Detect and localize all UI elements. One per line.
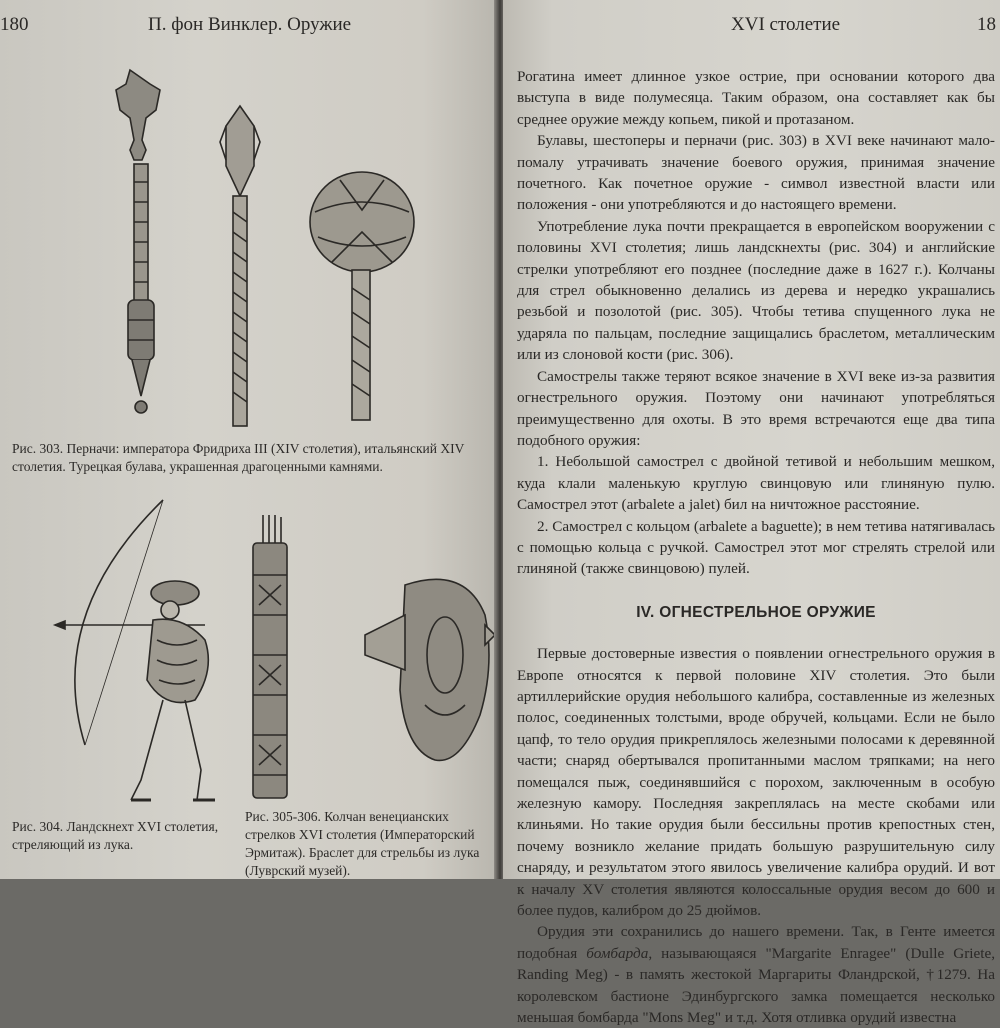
fig306-illustration xyxy=(365,565,495,765)
figure-303-caption: Рис. 303. Перначи: императора Фридриха III (XIV столетия), итальянский XIV столетия. Турецкая булава, украшенная драгоценными камнями. xyxy=(12,441,465,474)
paragraph-last xyxy=(517,921,995,1028)
paragraph: Употребление лука почти прекращается в европейском вооружении с половины XVI столетия; лишь ландскнехты (рис. 304) и английские стрелки употребляют его позднее (последние даже в 1627 г.). Колчаны для стрел обыкновенно делались из дерева и нередко украшались резьбой и позолотой (рис. 305). Чтобы тетива спущенного лука не ударяла по пальцам, последние защищались браслетом, металлическим или из слоновой кости (рис. 306). xyxy=(517,217,995,364)
paragraph: 2. Самострел с кольцом (arbalete a baguette); в нем тетива натягивалась с помощью кольца с ручкой. Самострел этот мог стрелять стрелой или глиняной (также свинцовою) пулей. xyxy=(517,517,995,578)
running-head-right: XVI столетие xyxy=(731,14,841,35)
paragraph: Первые достоверные известия о появлении огнестрельного оружия в Европе относятся к первой половине XIV столетия. Это были артиллерийские орудия небольшого калибра, составленные из железных полос, соединенных толстыми, вроде обручей, кольцами. Если не было цапф, то тело орудия прикреплялось железными полосами к деревянной части; снаряд обертывался пропитанными маслом тряпками; на него помещался пыж, соединявшийся с порохом, заключенным в особую железную камору. Последняя закреплялась на месте скобами или клиньями. Но такие орудия были бессильны против крепостных стен, почему возникло желание придать большую разрушительную силу снаряду, и результатом этого явилось увеличение калибра орудий. И вот к началу XV столетия являются колоссальные орудия весом до 600 и более пудов, калибром до 25 дюймов. xyxy=(517,645,995,920)
fig303-illustration xyxy=(100,62,440,432)
running-head-left: П. фон Винклер. Оружие xyxy=(148,14,352,35)
text-run: Орудия эти сохранились до нашего времени. Так, в Генте имеется подобная xyxy=(517,923,995,962)
paragraph: 1. Небольшой самострел с двойной тетивой и небольшим мешком, куда клали маленькую круглую свинцовую или глиняную пулю. Самострел этот (arbalete a jalet) бил на ничтожное расстояние. xyxy=(517,453,995,514)
left-page xyxy=(0,0,497,879)
paragraph: Рогатина имеет длинное узкое острие, при основании которого два выступа в виде полумесяца. Таким образом, она составляет как бы среднее оружие между копьем, пикой и протазаном. xyxy=(517,68,995,128)
figure-304-caption: Рис. 304. Ландскнехт XVI столетия, стреляющий из лука. xyxy=(12,819,219,852)
main-text xyxy=(517,66,995,1028)
text-run: , называющаяся "Margarite Enragee" (Dulle Griete, Randing Meg) - в память жестокой Маргариты Фландрской, †1279. На королевском бастионе Эдинбургского замка помещается несколько меньшая бомбарда "Mons Meg" и т.д. Хотя отливка орудий известна xyxy=(517,944,995,1027)
figure-305-306-caption: Рис. 305-306. Колчан венецианских стрелков XVI столетия (Императорский Эрмитаж). Браслет для стрельбы из лука (Луврский музей). xyxy=(245,809,480,878)
paragraph: Булавы, шестоперы и перначи (рис. 303) в XVI веке начинают мало-помалу утрачивать значение боевого оружия, принимая значение почетного. Как почетное оружие - символ известной власти или положения - они употребляются и до настоящего времени. xyxy=(517,132,995,214)
fig305-illustration xyxy=(245,515,295,805)
paragraph: Самострелы также теряют всякое значение в XVI веке из-за развития огнестрельного оружия. Поэтому они начинают употребляться преимущественно для охоты. В это время встречаются еще два типа подобного оружия: xyxy=(517,367,995,449)
page-number-right: 18 xyxy=(977,14,996,35)
section-heading: IV. ОГНЕСТРЕЛЬНОЕ ОРУЖИЕ xyxy=(636,603,876,621)
page-number-left: 180 xyxy=(0,14,29,35)
italic-term: бомбарда xyxy=(586,944,649,962)
fig304-illustration xyxy=(55,495,240,815)
right-page xyxy=(503,0,1000,1027)
